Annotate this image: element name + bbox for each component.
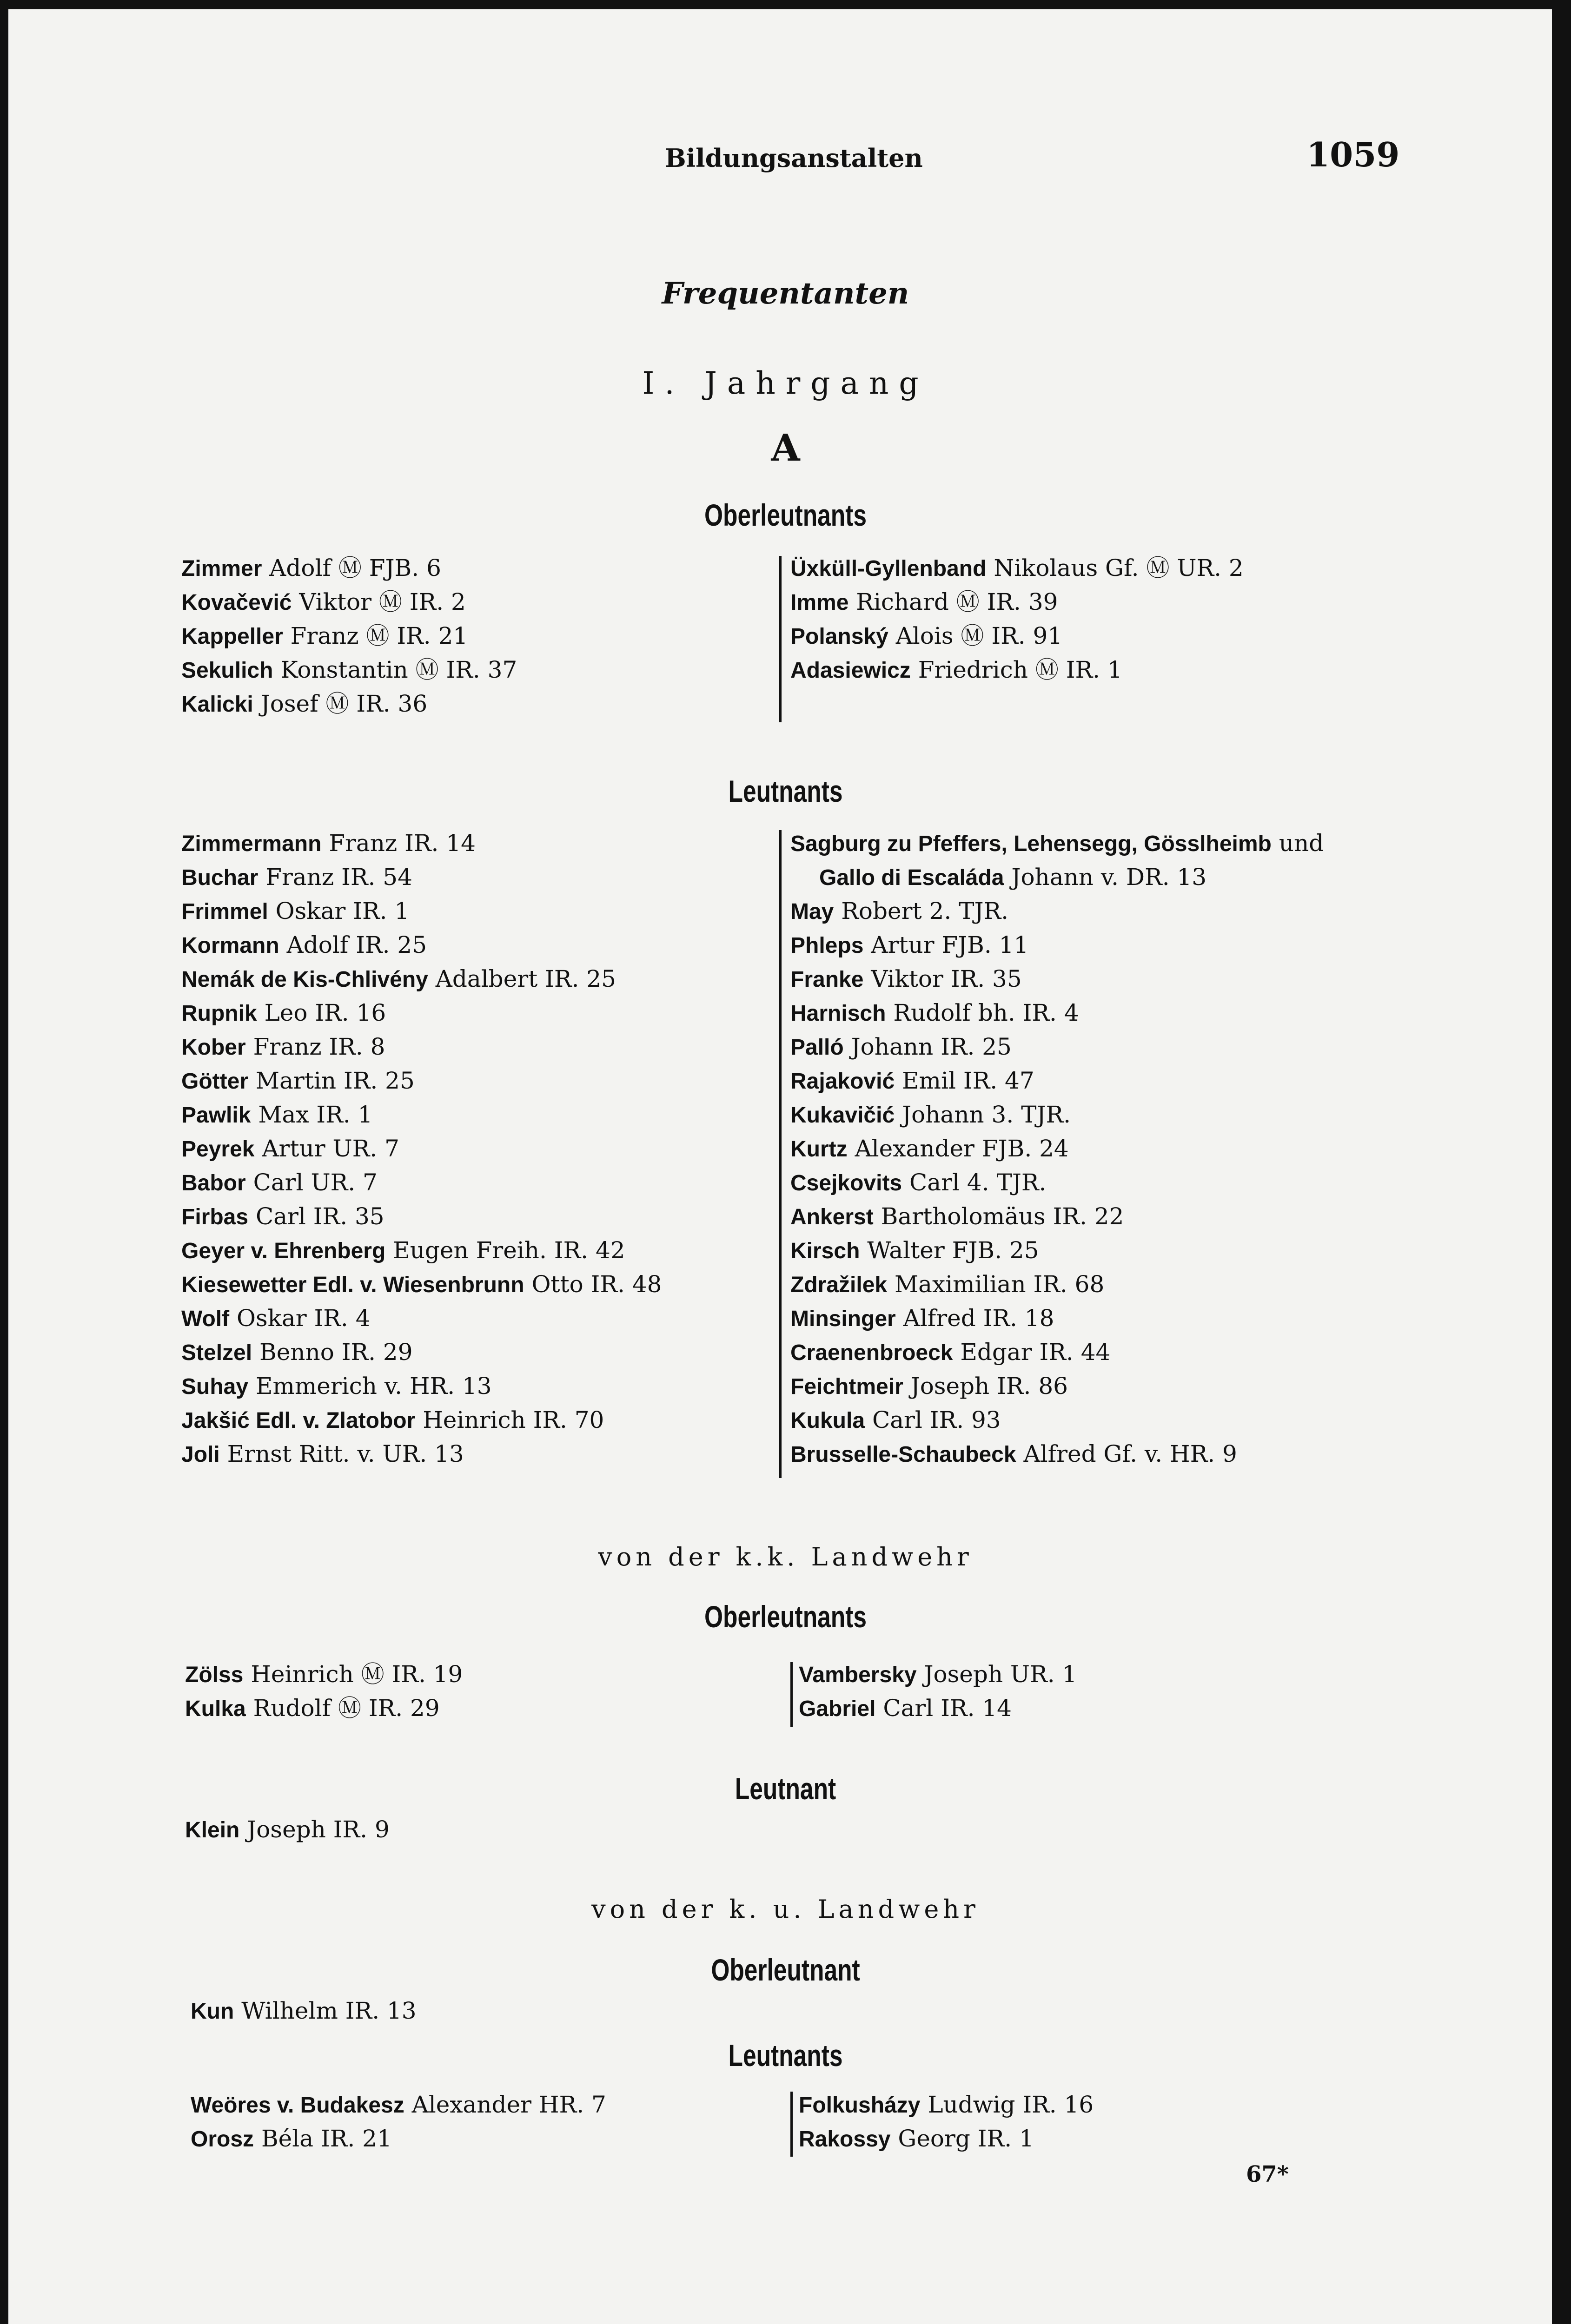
entry-details: Franz IR. 14 bbox=[329, 830, 476, 857]
list-item bbox=[790, 1437, 1324, 1471]
surname: Kirsch bbox=[790, 1239, 860, 1263]
column-right bbox=[790, 826, 1324, 1471]
rank-heading-leutnant: Leutnant bbox=[735, 1771, 836, 1806]
list-item bbox=[185, 1813, 390, 1847]
entry-details: Franz Ⓜ IR. 21 bbox=[290, 622, 468, 649]
heading-section-letter: A bbox=[771, 426, 800, 469]
entry-details: Viktor IR. 35 bbox=[871, 965, 1022, 992]
entry-details: Emmerich v. HR. 13 bbox=[255, 1373, 492, 1400]
surname: Klein bbox=[185, 1818, 240, 1842]
list-item bbox=[181, 860, 662, 894]
entry-details: Wilhelm IR. 13 bbox=[241, 1997, 417, 2024]
surname: Geyer v. Ehrenberg bbox=[181, 1239, 386, 1263]
list-item bbox=[191, 2088, 606, 2122]
entry-details: Alfred Gf. v. HR. 9 bbox=[1023, 1440, 1237, 1467]
entry-details: Friedrich Ⓜ IR. 1 bbox=[918, 656, 1122, 683]
list-item bbox=[799, 1691, 1077, 1725]
entry-details: Bartholomäus IR. 22 bbox=[881, 1203, 1124, 1230]
entry-details: Georg IR. 1 bbox=[898, 2125, 1034, 2152]
list-item bbox=[790, 894, 1324, 928]
entry-details: Otto IR. 48 bbox=[531, 1271, 662, 1298]
list-item bbox=[181, 1369, 662, 1403]
list-item bbox=[181, 928, 662, 962]
column-divider bbox=[779, 830, 782, 1478]
list-item bbox=[790, 962, 1324, 996]
list-item bbox=[181, 826, 662, 860]
list-item bbox=[181, 1335, 662, 1369]
entry-details: Maximilian IR. 68 bbox=[894, 1271, 1105, 1298]
page-number: 1059 bbox=[1306, 135, 1400, 174]
list-item bbox=[181, 1166, 662, 1200]
surname: Sekulich bbox=[181, 658, 273, 683]
entry-details: Adalbert IR. 25 bbox=[435, 965, 616, 992]
surname: Phleps bbox=[790, 933, 864, 958]
surname: Franke bbox=[790, 967, 864, 992]
entry-details: Heinrich Ⓜ IR. 19 bbox=[251, 1661, 463, 1688]
surname: Rajaković bbox=[790, 1069, 895, 1094]
surname: Jakšić Edl. v. Zlatobor bbox=[181, 1408, 416, 1433]
surname: Folkusházy bbox=[799, 2093, 921, 2118]
list-item bbox=[790, 860, 1324, 894]
list-item bbox=[790, 1064, 1324, 1098]
entry-details: Béla IR. 21 bbox=[261, 2125, 392, 2152]
section-ku-landwehr: von der k. u. Landwehr bbox=[591, 1895, 980, 1924]
list-item bbox=[790, 1030, 1324, 1064]
list-item bbox=[181, 1403, 662, 1437]
list-item bbox=[790, 653, 1244, 687]
surname: Pawlik bbox=[181, 1103, 251, 1128]
surname: Vambersky bbox=[799, 1663, 917, 1687]
list-item bbox=[790, 1200, 1324, 1234]
surname: Zdražilek bbox=[790, 1273, 888, 1297]
list-item bbox=[790, 585, 1244, 619]
surname: Weöres v. Budakesz bbox=[191, 2093, 404, 2118]
list-item bbox=[799, 2088, 1094, 2122]
running-title: Bildungsanstalten bbox=[665, 143, 923, 173]
list-item bbox=[191, 2122, 606, 2156]
surname: Kun bbox=[191, 1999, 234, 2024]
entry-details: Johann IR. 25 bbox=[851, 1033, 1012, 1060]
entry-details: Joseph UR. 1 bbox=[924, 1661, 1077, 1688]
surname: Harnisch bbox=[790, 1001, 886, 1026]
entry-details: Carl IR. 93 bbox=[872, 1406, 1001, 1433]
surname: Peyrek bbox=[181, 1137, 255, 1162]
entry-details: Joseph IR. 9 bbox=[247, 1816, 390, 1843]
entry-details: Leo IR. 16 bbox=[264, 999, 386, 1026]
list-item bbox=[790, 1098, 1324, 1132]
entry-details: Emil IR. 47 bbox=[902, 1067, 1034, 1094]
section-kk-landwehr: von der k.k. Landwehr bbox=[598, 1542, 973, 1571]
list-item bbox=[181, 1437, 662, 1471]
surname: Wolf bbox=[181, 1307, 230, 1331]
column-divider bbox=[790, 2092, 793, 2157]
entry-details: Artur UR. 7 bbox=[262, 1135, 399, 1162]
list-item bbox=[181, 1200, 662, 1234]
entry-details: Walter FJB. 25 bbox=[867, 1237, 1039, 1264]
surname: Kormann bbox=[181, 933, 279, 958]
list-item bbox=[181, 1234, 662, 1268]
list-item bbox=[790, 996, 1324, 1030]
list-item bbox=[181, 687, 517, 721]
surname: Kukavičić bbox=[790, 1103, 895, 1128]
surname: Frimmel bbox=[181, 899, 268, 924]
list-item bbox=[181, 619, 517, 653]
entry-details: Edgar IR. 44 bbox=[960, 1339, 1111, 1366]
column-left bbox=[181, 826, 662, 1471]
column-left bbox=[191, 1994, 417, 2028]
surname: Rupnik bbox=[181, 1001, 257, 1026]
surname: Babor bbox=[181, 1171, 246, 1195]
entry-details: Konstantin Ⓜ IR. 37 bbox=[280, 656, 517, 683]
surname: Kiesewetter Edl. v. Wiesenbrunn bbox=[181, 1273, 524, 1297]
entry-details: Adolf IR. 25 bbox=[286, 931, 427, 958]
column-left bbox=[191, 2088, 606, 2156]
surname: Suhay bbox=[181, 1374, 249, 1399]
list-item bbox=[181, 1301, 662, 1335]
surname: Palló bbox=[790, 1035, 844, 1060]
surname: Craenenbroeck bbox=[790, 1340, 953, 1365]
column-left bbox=[181, 551, 517, 721]
surname: Üxküll-Gyllenband bbox=[790, 556, 987, 581]
rank-heading-oberleutnant: Oberleutnant bbox=[711, 1953, 860, 1987]
entry-details: Martin IR. 25 bbox=[255, 1067, 415, 1094]
surname: Kober bbox=[181, 1035, 246, 1060]
surname: Zimmer bbox=[181, 556, 262, 581]
surname: Joli bbox=[181, 1442, 220, 1467]
surname: Kalicki bbox=[181, 692, 253, 717]
surname: Zölss bbox=[185, 1663, 244, 1687]
surname: Kovačević bbox=[181, 590, 292, 615]
entry-details: Oskar IR. 1 bbox=[275, 898, 410, 924]
list-item bbox=[181, 1268, 662, 1301]
surname: Zimmermann bbox=[181, 832, 322, 856]
list-item bbox=[181, 1132, 662, 1166]
rank-heading-leutnants: Leutnants bbox=[728, 774, 843, 808]
entry-details: Viktor Ⓜ IR. 2 bbox=[299, 588, 466, 615]
entry-details: Alfred IR. 18 bbox=[903, 1305, 1054, 1332]
entry-details: Joseph IR. 86 bbox=[910, 1373, 1068, 1400]
entry-details: Alexander FJB. 24 bbox=[855, 1135, 1069, 1162]
list-item bbox=[181, 894, 662, 928]
surname: Buchar bbox=[181, 865, 259, 890]
entry-details: Eugen Freih. IR. 42 bbox=[393, 1237, 625, 1264]
entry-details: Benno IR. 29 bbox=[259, 1339, 413, 1366]
entry-details: Nikolaus Gf. Ⓜ UR. 2 bbox=[994, 555, 1244, 581]
list-item bbox=[790, 1166, 1324, 1200]
surname: Ankerst bbox=[790, 1205, 874, 1229]
list-item bbox=[790, 826, 1324, 860]
list-item bbox=[790, 619, 1244, 653]
column-right bbox=[799, 2088, 1094, 2156]
list-item bbox=[790, 1369, 1324, 1403]
column-left bbox=[185, 1657, 463, 1725]
list-item bbox=[790, 1301, 1324, 1335]
entry-details: Oskar IR. 4 bbox=[236, 1305, 371, 1332]
entry-details: Ernst Ritt. v. UR. 13 bbox=[227, 1440, 464, 1467]
list-item bbox=[181, 1030, 662, 1064]
list-item bbox=[799, 1657, 1077, 1691]
entry-details: Robert 2. TJR. bbox=[841, 898, 1009, 924]
entry-details: Carl UR. 7 bbox=[253, 1169, 378, 1196]
surname: Orosz bbox=[191, 2127, 254, 2152]
entry-details: und bbox=[1279, 830, 1324, 857]
surname: Minsinger bbox=[790, 1307, 896, 1331]
surname: Brusselle-Schaubeck bbox=[790, 1442, 1016, 1467]
list-item bbox=[181, 962, 662, 996]
entry-details: Alois Ⓜ IR. 91 bbox=[895, 622, 1063, 649]
column-right bbox=[799, 1657, 1077, 1725]
list-item bbox=[181, 1098, 662, 1132]
entry-details: Johann v. DR. 13 bbox=[1011, 864, 1207, 891]
entry-details: Richard Ⓜ IR. 39 bbox=[856, 588, 1058, 615]
list-item bbox=[790, 928, 1324, 962]
list-item bbox=[790, 1132, 1324, 1166]
rank-heading-oberleutnants: Oberleutnants bbox=[704, 1599, 867, 1634]
entry-details: Josef Ⓜ IR. 36 bbox=[260, 690, 428, 717]
surname: Kurtz bbox=[790, 1137, 848, 1162]
entry-details: Ludwig IR. 16 bbox=[928, 2091, 1094, 2118]
entry-details: Heinrich IR. 70 bbox=[423, 1406, 604, 1433]
surname: Gallo di Escaláda bbox=[819, 865, 1004, 890]
list-item bbox=[181, 585, 517, 619]
entry-details: Franz IR. 54 bbox=[265, 864, 412, 891]
column-divider bbox=[779, 556, 782, 722]
surname: Csejkovits bbox=[790, 1171, 902, 1195]
entry-details: Carl IR. 35 bbox=[255, 1203, 384, 1230]
entry-details: Franz IR. 8 bbox=[253, 1033, 385, 1060]
surname: Stelzel bbox=[181, 1340, 252, 1365]
entry-details: Rudolf bh. IR. 4 bbox=[893, 999, 1079, 1026]
column-left bbox=[185, 1813, 390, 1847]
list-item bbox=[790, 1268, 1324, 1301]
list-item bbox=[181, 1064, 662, 1098]
surname: Imme bbox=[790, 590, 849, 615]
list-item bbox=[191, 1994, 417, 2028]
surname: Polanský bbox=[790, 624, 888, 649]
entry-details: Johann 3. TJR. bbox=[902, 1101, 1071, 1128]
list-item bbox=[790, 551, 1244, 585]
surname: May bbox=[790, 899, 834, 924]
surname: Kukula bbox=[790, 1408, 865, 1433]
surname: Feichtmeir bbox=[790, 1374, 903, 1399]
surname: Kulka bbox=[185, 1697, 246, 1721]
entry-details: Rudolf Ⓜ IR. 29 bbox=[253, 1695, 440, 1722]
surname: Kappeller bbox=[181, 624, 283, 649]
list-item bbox=[790, 1234, 1324, 1268]
surname: Rakossy bbox=[799, 2127, 891, 2152]
entry-details: Adolf Ⓜ FJB. 6 bbox=[269, 555, 441, 581]
entry-details: Artur FJB. 11 bbox=[871, 931, 1029, 958]
entry-details: Carl 4. TJR. bbox=[909, 1169, 1047, 1196]
heading-frequentanten: Frequentanten bbox=[662, 276, 909, 311]
column-right bbox=[790, 551, 1244, 687]
list-item bbox=[790, 1335, 1324, 1369]
surname: Firbas bbox=[181, 1205, 249, 1229]
list-item bbox=[181, 996, 662, 1030]
heading-jahrgang: I. Jahrgang bbox=[642, 365, 929, 401]
entry-details: Alexander HR. 7 bbox=[411, 2091, 606, 2118]
rank-heading-leutnants: Leutnants bbox=[728, 2038, 843, 2073]
entry-details: Max IR. 1 bbox=[258, 1101, 373, 1128]
rank-heading-oberleutnants: Oberleutnants bbox=[704, 498, 867, 532]
column-divider bbox=[790, 1662, 793, 1727]
entry-details: Carl IR. 14 bbox=[883, 1695, 1012, 1722]
surname: Sagburg zu Pfeffers, Lehensegg, Gösslheimb bbox=[790, 832, 1272, 856]
list-item bbox=[799, 2122, 1094, 2156]
list-item bbox=[185, 1657, 463, 1691]
surname: Götter bbox=[181, 1069, 248, 1094]
list-item bbox=[181, 653, 517, 687]
list-item bbox=[185, 1691, 463, 1725]
surname: Nemák de Kis-Chlivény bbox=[181, 967, 428, 992]
list-item bbox=[790, 1403, 1324, 1437]
signature-mark: 67* bbox=[1246, 2161, 1289, 2187]
list-item bbox=[181, 551, 517, 585]
surname: Adasiewicz bbox=[790, 658, 911, 683]
surname: Gabriel bbox=[799, 1697, 876, 1721]
